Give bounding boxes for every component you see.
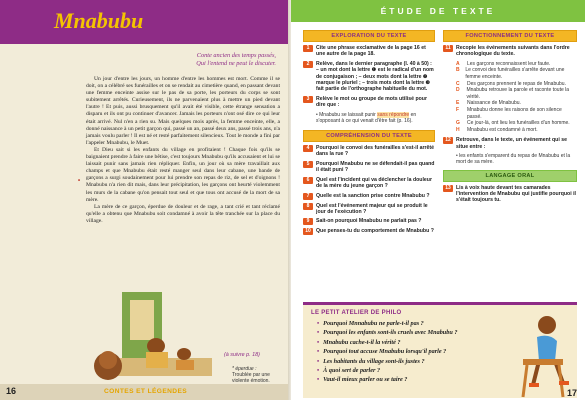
exploration-heading: EXPLORATION DU TEXTE [303, 30, 435, 42]
event-g: G Ce jour-là, ont lieu les funérailles d'un homme. [456, 120, 570, 127]
question-4: 4 Pourquoi le convoi des funérailles s'est-il arrêté dans la rue ? [303, 145, 435, 158]
question-13: 13 Lis à voix haute devant tes camarades l'intervention de Mnabubu qui justifie pourquoi il s'était toujours tu. [443, 185, 577, 204]
etude-title: ÉTUDE DE TEXTE [380, 6, 496, 16]
story-text [86, 76, 280, 225]
story-paragraph-1: Un jour d'entre les jours, un homme d'entre les hommes est mort. Comme il se doit, on a célébré ses funérailles et on se rendait au cimetière quand, en passant devant une femme enceinte assise sur le pas de sa porte, les porteurs du corps se sont subitement arrêtés. Curieusement, ils ne parvenaient plus à mettre un pied devant l'autre ! Et puis, aussi brusquement qu'il avait été visible, cette étrange sensation a disparu et ils ont pu continuer d'avancer. Jamais les porteurs n'ont osé dire ce qui leur était arrivé. Nul n'en a rien su. Mais quelques mois après, la femme enceinte, elle, a donné naissance à un petit garçon qui, passé un an, passé deux ans, passé trois ans, n'a jamais voulu parler ! Il est né et resté parfaitement silencieux. Tout le monde a fini par l'appeler Mnabubu, le Muet. [86, 76, 280, 146]
story-paragraph-3: La mère de ce garçon, éperdue de douleur et de rage, a tant crié et tant réclamé qu'elle a obtenu que Mnabubu soit condamné à avoir la tête tranchée sur la place du village. [86, 203, 280, 224]
section-footer-label: CONTES ET LÉGENDES [104, 388, 188, 395]
philo-question: • Pourquoi les enfants sont-ils cruels avec Mnabubu ? [317, 328, 457, 337]
epigraph-line-2: Qui l'entend ne peut le discuter. [196, 60, 276, 67]
question-5: 5 Pourquoi Mnabubu ne se défendait-il pas quand il était puni ? [303, 161, 435, 174]
event-a: A Les garçons reconnaissent leur faute. [456, 60, 551, 67]
philo-question: • Les habitants du village sont-ils justes ? [317, 357, 457, 366]
langage-heading: LANGAGE ORAL [443, 170, 577, 182]
event-e: E Naissance de Mnabubu. [456, 100, 521, 107]
event-b: B Le convoi des funérailles s'arrête devant une femme enceinte. [456, 67, 565, 80]
question-1: 1 Cite une phrase exclamative de la page 16 et une autre de la page 18. [303, 45, 435, 58]
margin-marker: • [78, 178, 81, 184]
epigraph-line-1: Conte ancien des temps passés, [196, 52, 276, 59]
thinking-child-illustration [503, 311, 573, 399]
epigraph [96, 52, 276, 68]
philo-question-list [317, 319, 457, 385]
question-12-prompt: • les enfants s'emparent du repas de Mnabubu et la mort de sa mère. [456, 153, 571, 166]
question-3-prompt: • Mnabubu se laissait punir sans répondre en s'opposant à ce qui venait d'être fait (p. 16). [316, 111, 417, 124]
title-band [0, 0, 291, 44]
philo-question: • Pourquoi Mnnabubu ne parle-t-il pas ? [317, 319, 457, 328]
event-d: D Mnabubu retrouve la parole et raconte toute la vérité. [456, 87, 570, 100]
highlighted-phrase: sans répondre [377, 111, 410, 118]
philo-heading: LE PETIT ATELIER DE PHILO [311, 310, 402, 316]
story-paragraph-2: Et Dieu sait si les enfants du village en profitaient ! Chaque fois qu'ils se baignaient prendre à faire une bêtise, c'est toujours Mnabubu qu'ils accusaient et lui se laissait punir sans jamais rien répliquer. Enfin, un jour où sa mère travaillait aux champs et que Mnabubu était resté manger seul dans leur cabane, une bande de garçons a surgi soudainement pour lui prendre son repas de riz, de sel et d'oignons ! Mnabubu n'a rien dit mais, dans leur précipitation, les garçons ont heurté violemment les murs de la cabane qu'on pensait tout seul et que tous ont accusé de la mort de sa mère. [86, 146, 280, 203]
question-6: 6 Quel est l'incident qui va déclencher la douleur de la mère du jeune garçon ? [303, 177, 435, 190]
philo-question: • Pourquoi tout accuse Mnabubu lorsqu'il parle ? [317, 347, 457, 356]
event-f: F Mnabubu donne les raisons de son silence passé. [456, 106, 562, 120]
continuation-note: (à suivre p. 18) [224, 352, 260, 358]
philo-question: • Mnabubu cache-t-il la vérité ? [317, 338, 457, 347]
event-c: C Des garçons prennent le repas de Mnabubu. [456, 80, 566, 87]
question-11: 11 Recopie les événements suivants dans l'ordre chronologique du texte. [443, 45, 577, 58]
right-page [291, 0, 585, 400]
glossary-note [232, 366, 288, 384]
page-number-left: 16 [6, 386, 17, 396]
column-right [443, 30, 577, 207]
fonctionnement-heading: FONCTIONNEMENT DU TEXTE [443, 30, 577, 42]
philo-question: • À quoi sert de parler ? [317, 366, 457, 375]
glossary-term: * éperdue : [232, 366, 257, 372]
glossary-definition: Troublée par une violente émotion. [232, 372, 270, 384]
question-2: 2 Relève, dans le dernier paragraphe (l. 40 à 50) : – un mot dont la lettre ❶ est le radical d'un nom de conjugaison ; – deux mots dont la lettre ❷ marque le pluriel ; – trois mots dont la lettre ❸ fait partie de l'orthographe habituelle du mot. [303, 61, 435, 93]
story-illustration [86, 288, 216, 384]
question-7: 7 Quelle est la sanction prise contre Mnabubu ? [303, 193, 435, 200]
philo-question: • Vaut-il mieux parler ou se taire ? [317, 375, 457, 384]
question-10: 10 Que penses-tu du comportement de Mnabubu ? [303, 228, 435, 235]
page-number-right: 17 [567, 388, 578, 398]
comprehension-heading: COMPRÉHENSION DU TEXTE [303, 130, 435, 142]
question-8: 8 Quel est l'événement majeur qui se produit le jour de l'exécution ? [303, 203, 435, 216]
left-page [0, 0, 291, 400]
question-12: 12 Retrouve, dans le texte, un événement qui se situe entre : [443, 137, 577, 150]
question-3: 3 Relève le mot ou groupe de mots utilisé pour dire que : [303, 96, 435, 109]
question-9: 9 Sait-on pourquoi Mnabubu ne parlait pas ? [303, 218, 435, 225]
philo-workshop [303, 302, 577, 398]
column-left [303, 30, 435, 238]
story-title: Mnabubu [54, 8, 144, 33]
event-h: H Mnabubu est condamné à mort. [456, 126, 538, 133]
